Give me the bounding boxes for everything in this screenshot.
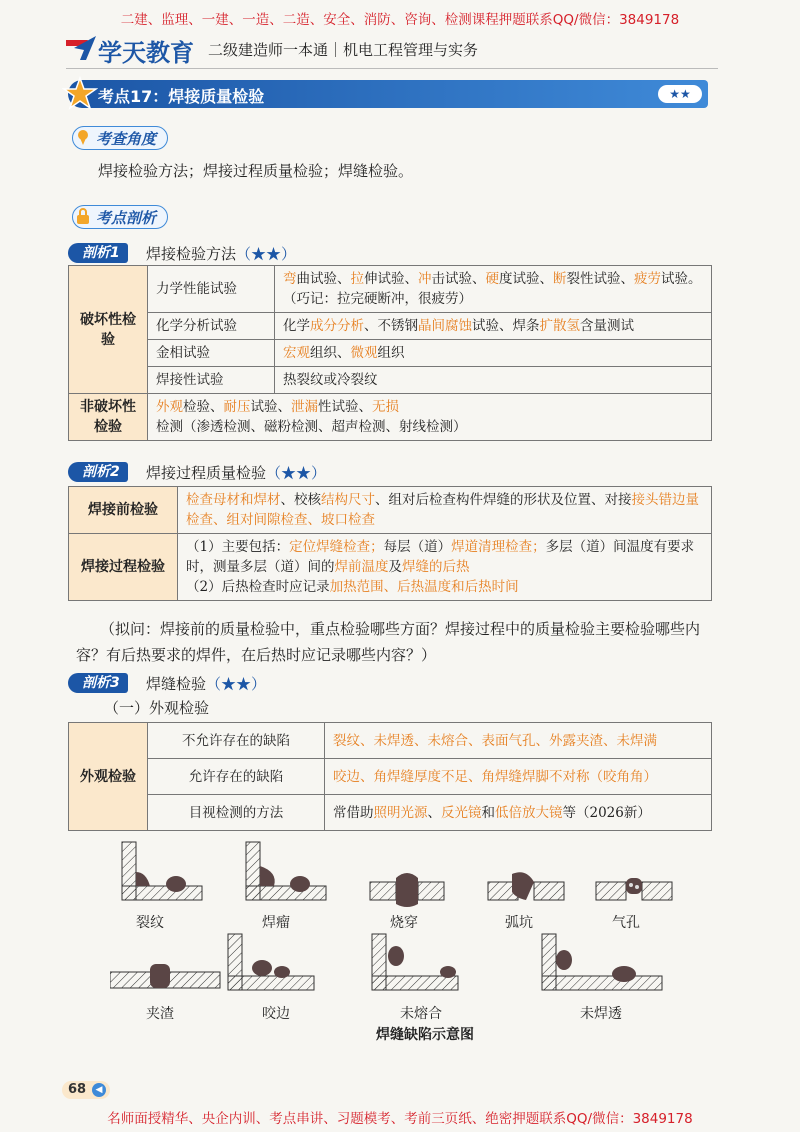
figure-label: 咬边 (262, 1006, 290, 1022)
table-row (69, 340, 712, 367)
undercut-diagram (228, 934, 314, 990)
analysis3-title: 焊缝检验 (146, 675, 207, 693)
plain-text: 组织 (377, 345, 405, 361)
highlight-text: 断 (553, 271, 567, 287)
highlight-text: 裂纹、未焊透、未熔合、表面气孔、外露夹渣、未焊满 (333, 732, 657, 749)
figure-label: 烧穿 (390, 915, 418, 931)
highlight-text: 硬 (485, 271, 499, 287)
highlight-text: 加热范围、后热温度和后热时间 (329, 579, 519, 595)
highlight-text: 接头错边量检查、组对间隙检查、坡口检查 (186, 492, 699, 528)
plain-text: 试验。（巧记：拉完硬断冲，很疲劳） (283, 271, 702, 307)
plain-text: 、 (427, 804, 441, 821)
table-row (69, 487, 712, 534)
plain-text: 常借助 (333, 804, 374, 821)
lack-of-fusion-diagram (372, 934, 458, 990)
lock-icon (74, 207, 92, 225)
table-row (69, 795, 712, 831)
plain-text: 及 (388, 559, 402, 575)
analysis1-table (68, 265, 712, 441)
defect-category: 允许存在的缺陷 (148, 759, 325, 795)
plain-text: 每层（道） (383, 539, 452, 555)
book-subtitle: 二级建造师一本通｜机电工程管理与实务 (208, 41, 479, 59)
visual-label: 外观检验 (69, 723, 148, 831)
figure-caption: 焊缝缺陷示意图 (376, 1027, 474, 1043)
highlight-text: 咬边、角焊缝厚度不足、角焊缝焊脚不对称（咬角角） (333, 768, 657, 785)
analysis2-stars: （★★） (266, 464, 327, 482)
figure-label: 气孔 (612, 915, 640, 931)
analysis3-table (68, 722, 712, 831)
table-row (69, 394, 712, 441)
figure-label: 裂纹 (136, 915, 164, 931)
pin-icon (74, 128, 92, 146)
plain-text: 、不锈钢 (364, 318, 418, 334)
analysis1-stars: （★★） (236, 245, 297, 263)
highlight-text: 宏观 (283, 345, 310, 361)
highlight-text: 弯 (283, 271, 297, 287)
method-detail (275, 340, 712, 367)
highlight-text: 扩散氢 (539, 318, 580, 334)
method-name: 化学分析试验 (148, 313, 275, 340)
highlight-text: 焊缝的后热 (402, 559, 470, 575)
table-row (69, 367, 712, 394)
figure-label: 夹渣 (146, 1006, 174, 1022)
plain-text: 试验、焊条 (472, 318, 540, 334)
pre-weld-detail (178, 487, 712, 534)
highlight-text: 外观 (156, 399, 183, 415)
plain-text: 、校核 (280, 492, 321, 508)
plain-text: 热裂纹或冷裂纹 (283, 372, 378, 388)
process-label: 焊接过程检验 (69, 534, 178, 601)
brand-name: 学天教育 (98, 39, 194, 67)
plain-text: 检测（渗透检测、磁粉检测、超声检测、射线检测） (156, 419, 467, 435)
figure-label: 未焊透 (580, 1006, 622, 1022)
porosity-diagram (596, 878, 672, 900)
plain-text: 伸试验、 (364, 271, 418, 287)
method-name: 焊接性试验 (148, 367, 275, 394)
highlight-text: 无损 (372, 399, 399, 415)
table-row (69, 759, 712, 795)
highlight-text: 泄漏 (291, 399, 318, 415)
plain-text: 化学 (283, 318, 310, 334)
defect-category: 不允许存在的缺陷 (148, 723, 325, 759)
analysis3-tag: 剖析3 (68, 673, 128, 693)
method-detail (275, 313, 712, 340)
star-icon (62, 76, 98, 112)
analysis1-title: 焊接检验方法 (146, 245, 237, 263)
page-number: 68 (62, 1081, 110, 1099)
crater-diagram (488, 872, 564, 900)
analysis3-stars: （★★） (206, 675, 267, 693)
analysis2-title: 焊接过程质量检验 (146, 464, 267, 482)
weld-bead-diagram (246, 842, 326, 900)
process-line-1 (186, 537, 703, 577)
question-text: （拟问：焊接前的质量检验中，重点检验哪些方面？焊接过程中的质量检验主要检验哪些内容？有后热要求的焊件，在后热时应记录哪些内容？） (76, 620, 701, 664)
analysis2-table (68, 486, 712, 601)
angle-text: 焊接检验方法；焊接过程质量检验；焊缝检验。 (98, 162, 414, 180)
header-divider (66, 68, 718, 69)
table-row (69, 266, 712, 313)
visual-subhead: （一）外观检验 (104, 699, 210, 717)
arrow-left-icon: ◀ (92, 1083, 106, 1097)
plain-text: 试验、 (250, 399, 291, 415)
destructive-label: 破坏性检验 (69, 266, 148, 394)
process-line-2 (186, 577, 703, 597)
brand-logo-icon (66, 36, 96, 60)
highlight-text: 成分分析 (310, 318, 364, 334)
slag-diagram (110, 964, 220, 988)
plain-text: 含量测试 (580, 318, 634, 334)
plain-text: 和 (481, 804, 495, 821)
bottom-promo-banner: 名师面授精华、央企内训、考点串讲、习题模考、考前三页纸、绝密押题联系QQ/微信：3849178 (107, 1111, 693, 1127)
highlight-text: 检查母材和焊材 (186, 492, 281, 508)
highlight-text: 冲 (418, 271, 432, 287)
crack-diagram (122, 842, 202, 900)
plain-text: 度试验、 (499, 271, 553, 287)
highlight-text: 定位焊缝检查； (289, 539, 384, 555)
table-row (69, 534, 712, 601)
kaodian-stars: ★★ (658, 85, 702, 103)
highlight-text: 照明光源 (373, 804, 428, 821)
kaodian-title: 考点17：焊接质量检验 (98, 87, 265, 106)
defect-list (325, 723, 712, 759)
plain-text: 曲试验、 (296, 271, 351, 287)
pre-weld-label: 焊接前检验 (69, 487, 178, 534)
method-detail (275, 266, 712, 313)
highlight-text: 焊道清理检查； (451, 539, 546, 555)
highlight-text: 反光镜 (441, 804, 482, 821)
nondestructive-label: 非破坏性检验 (69, 394, 148, 441)
nondestructive-detail (148, 394, 712, 441)
highlight-text: 焊前温度 (334, 559, 389, 575)
plain-text: （1）主要包括： (186, 539, 290, 555)
plain-text: （2）后热检查时应记录 (186, 579, 330, 595)
method-name: 金相试验 (148, 340, 275, 367)
plain-text: 、组对后检查构件焊缝的形状及位置、对接 (375, 492, 632, 508)
analysis2-heading (146, 462, 326, 483)
figure-label: 弧坑 (505, 915, 533, 931)
defect-category: 目视检测的方法 (148, 795, 325, 831)
plain-text: 性试验、 (318, 399, 372, 415)
plain-text: 检验、 (183, 399, 224, 415)
incomplete-penetration-diagram (542, 934, 662, 990)
angle-section-label: 考查角度 (96, 130, 157, 148)
plain-text: 裂性试验、 (566, 271, 634, 287)
highlight-text: 微观 (350, 345, 378, 361)
highlight-text: 疲劳 (634, 271, 661, 287)
plain-text: 等（2026新） (562, 804, 651, 821)
method-detail (275, 367, 712, 394)
defect-list (325, 759, 712, 795)
plain-text: 多层（道）间温度有要求时，测量多层（道）间的 (186, 539, 695, 575)
highlight-text: 结构尺寸 (321, 492, 375, 508)
highlight-text: 拉 (350, 271, 364, 287)
burn-through-diagram (370, 873, 444, 907)
figure-label: 未熔合 (400, 1006, 442, 1022)
process-detail (178, 534, 712, 601)
table-row (69, 313, 712, 340)
analysis2-tag: 剖析2 (68, 462, 128, 482)
analysis-section-label: 考点剖析 (96, 209, 157, 227)
analysis1-tag: 剖析1 (68, 243, 128, 263)
plain-text: 击试验、 (431, 271, 486, 287)
highlight-text: 晶间腐蚀 (418, 318, 472, 334)
analysis3-heading (146, 673, 266, 694)
defect-list (325, 795, 712, 831)
method-name: 力学性能试验 (148, 266, 275, 313)
figure-label: 焊瘤 (262, 915, 290, 931)
table-row (69, 723, 712, 759)
highlight-text: 低倍放大镜 (495, 804, 563, 821)
highlight-text: 耐压 (223, 399, 251, 415)
plain-text: 组织、 (310, 345, 351, 361)
top-promo-banner: 二建、监理、一建、一造、二造、安全、消防、咨询、检测课程押题联系QQ/微信：3849178 (120, 12, 680, 28)
analysis1-heading (146, 243, 296, 264)
